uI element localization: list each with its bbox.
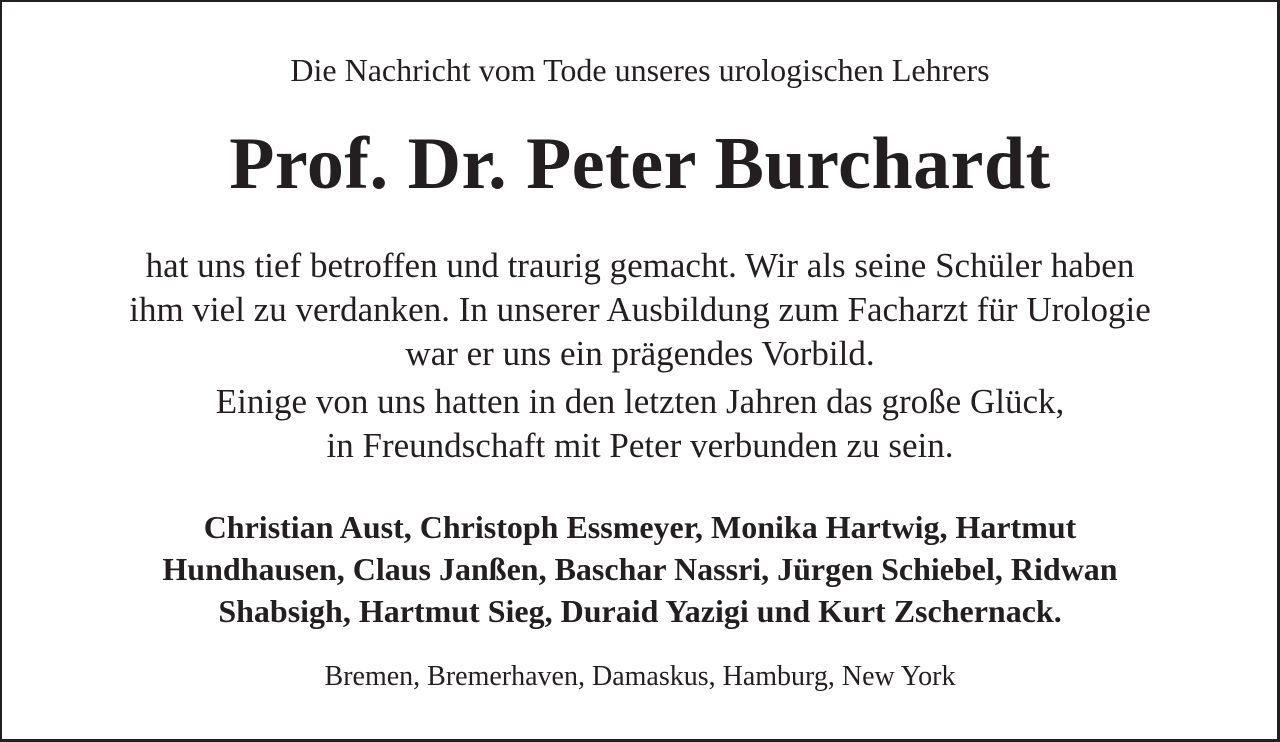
body-line-5: in Freundschaft mit Peter verbunden zu sein. bbox=[326, 426, 954, 465]
body-line-3: war er uns ein prägendes Vorbild. bbox=[405, 334, 875, 373]
body-line-1: hat uns tief betroffen und traurig gemacht. Wir als seine Schüler haben bbox=[145, 246, 1135, 285]
signers-line-1: Christian Aust, Christoph Essmeyer, Monika Hartwig, Hartmut bbox=[203, 509, 1077, 545]
body-line-4: Einige von uns hatten in den letzten Jahren das große Glück, bbox=[215, 382, 1065, 421]
intro-text: Die Nachricht vom Tode unseres urologischen Lehrers bbox=[290, 52, 990, 88]
places-line: Bremen, Bremerhaven, Damaskus, Hamburg, New York bbox=[324, 661, 956, 692]
deceased-name: Prof. Dr. Peter Burchardt bbox=[229, 123, 1051, 205]
signers-line-2: Hundhausen, Claus Janßen, Baschar Nassri, Jürgen Schiebel, Ridwan bbox=[162, 551, 1118, 587]
signers-line-3: Shabsigh, Hartmut Sieg, Duraid Yazigi und Kurt Zschernack. bbox=[218, 593, 1062, 629]
body-line-2: ihm viel zu verdanken. In unserer Ausbildung zum Facharzt für Urologie bbox=[129, 290, 1151, 329]
